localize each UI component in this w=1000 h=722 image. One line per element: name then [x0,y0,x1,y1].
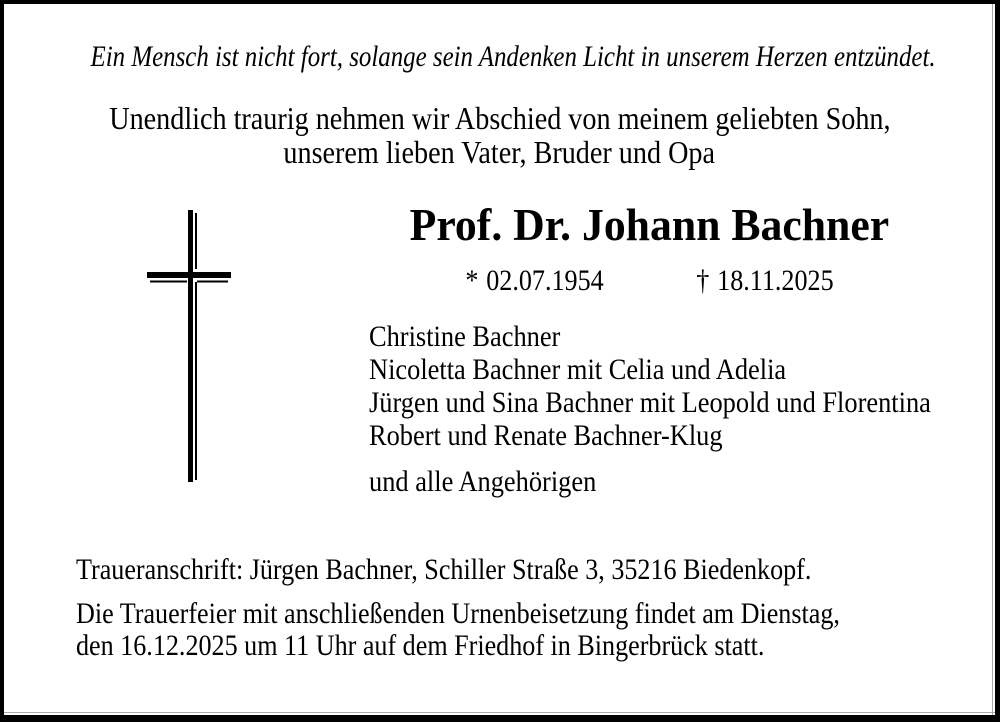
funeral-info-line [76,630,954,662]
birth-symbol: * [464,264,478,297]
death-cross-symbol: † [695,264,709,297]
mourner-name-text: Robert und Renate Bachner-Klug [369,419,723,452]
mourner-name [369,386,929,419]
birth-date [455,264,614,298]
birth-date-value: 02.07.1954 [485,264,604,297]
relatives-line-text: und alle Angehörigen [369,465,597,498]
intro-line [4,101,995,135]
main-column [369,200,929,499]
death-date-value: 18.11.2025 [716,264,834,297]
frame-shadow-right [992,4,993,715]
funeral-info-line [76,598,954,630]
memorial-quote [4,40,995,74]
deceased-name-text: Prof. Dr. Johann Bachner [409,199,889,250]
deceased-name [369,200,929,250]
mourner-name-text: Nicoletta Bachner mit Celia und Adelia [369,353,787,386]
mourner-name [369,320,929,353]
life-dates [369,264,929,298]
death-date-text [696,264,833,298]
relatives-line [369,465,929,499]
mourning-address-text: Traueranschrift: Jürgen Bachner, Schiller Straße 3, 35216 Biedenkopf. [76,553,812,586]
intro-paragraph [4,101,995,169]
intro-line [4,135,995,169]
mourner-name-text: Jürgen und Sina Bachner mit Leopold und Florentina [369,386,931,419]
intro-line-text: Unendlich traurig nehmen wir Abschied von meinem geliebten Sohn, [108,100,891,136]
memorial-quote-text: Ein Mensch ist nicht fort, solange sein Andenken Licht in unserem Herzen entzündet. [90,40,936,73]
intro-line-text: unserem lieben Vater, Bruder und Opa [283,134,716,170]
funeral-info-line-text: Die Trauerfeier mit anschließenden Urnenbeisetzung findet am Dienstag, [76,597,840,630]
mourner-name [369,419,929,452]
frame-shadow-bottom [4,712,995,713]
mourner-name-text: Christine Bachner [369,320,561,353]
death-date [686,264,844,298]
birth-date-text [465,264,603,298]
mourning-address [76,553,921,587]
mourners-list [369,320,929,452]
funeral-info [76,598,954,662]
mourner-name [369,353,929,386]
funeral-info-line-text: den 16.12.2025 um 11 Uhr auf dem Friedhof in Bingerbrück statt. [76,629,765,662]
memorial-cross-icon [132,202,236,490]
